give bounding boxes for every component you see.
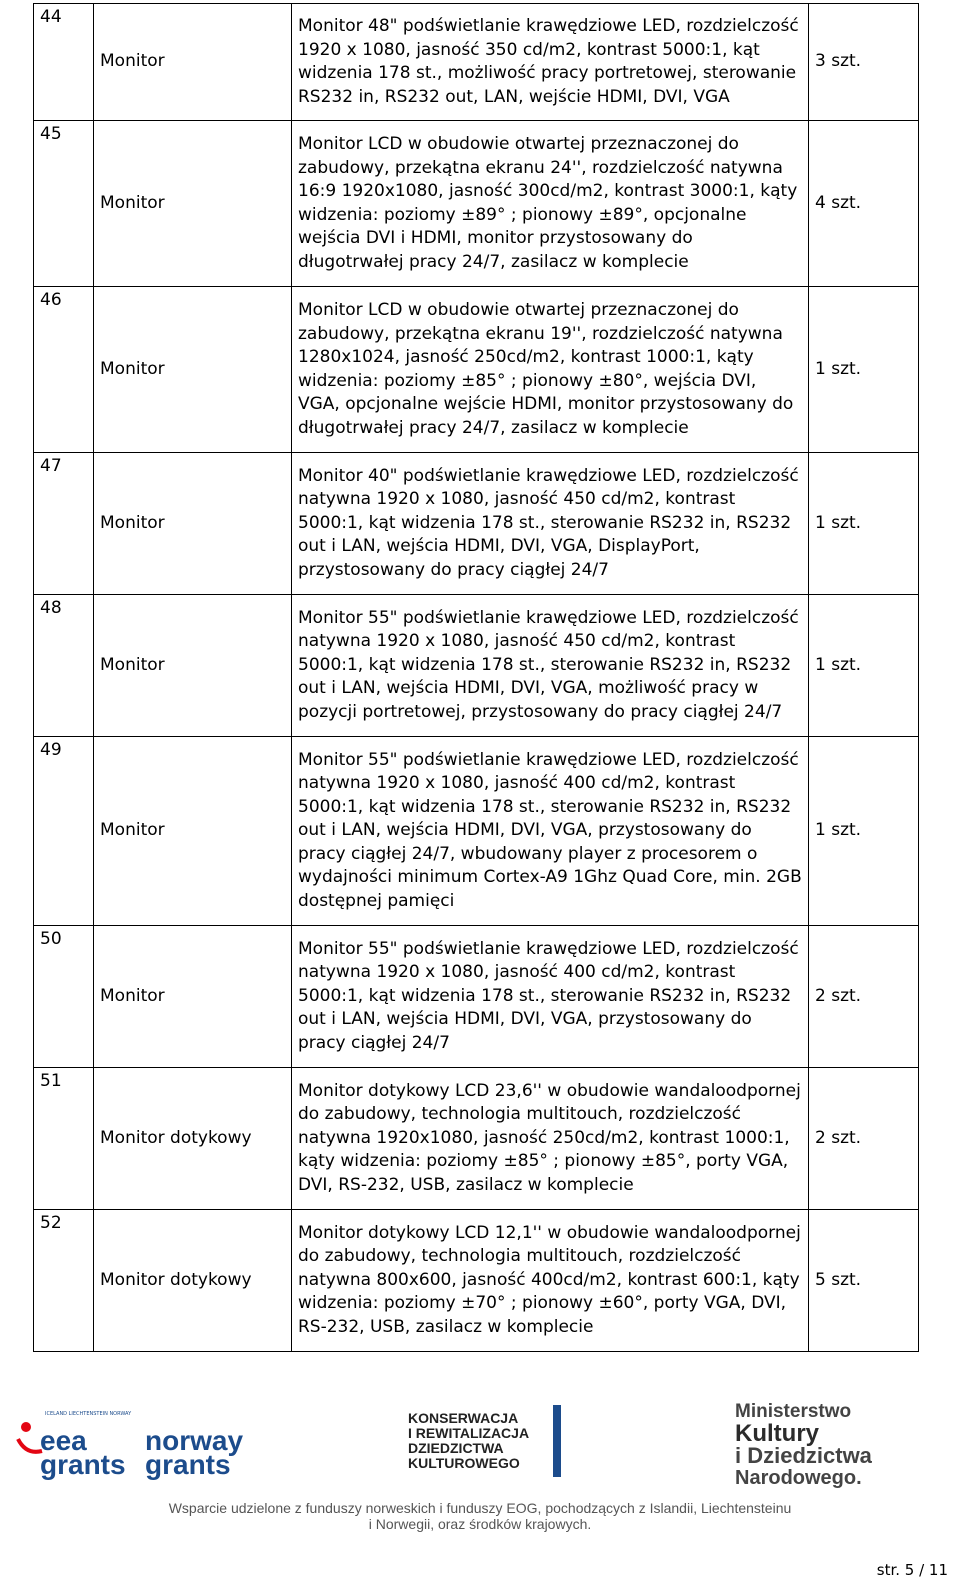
row-number: 45 bbox=[34, 121, 94, 287]
item-quantity: 1 szt. bbox=[809, 453, 919, 595]
row-number: 47 bbox=[34, 453, 94, 595]
item-quantity: 4 szt. bbox=[809, 121, 919, 287]
ministry-line2: Kultury bbox=[735, 1420, 819, 1447]
konserwacja-logo bbox=[408, 1411, 529, 1471]
table-row bbox=[34, 287, 919, 453]
table-row bbox=[34, 4, 919, 121]
item-description: Monitor 55" podświetlanie krawędziowe LED, rozdzielczość natywna 1920 x 1080, jasność 400 cd/m2, kontrast 5000:1, kąt widzenia 178 st., sterowanie RS232 in, RS232 out i LAN, wejścia HDMI, DVI, VGA, przystosowany do pracy ciągłej 24/7, wbudowany player z procesorem o wydajności minimum Cortex-A9 1Ghz Quad Core, min. 2GB dostępnej pamięci bbox=[292, 737, 809, 926]
item-quantity: 2 szt. bbox=[809, 926, 919, 1068]
item-name: Monitor dotykowy bbox=[94, 1068, 292, 1210]
table-row bbox=[34, 121, 919, 287]
support-statement bbox=[0, 1500, 960, 1532]
item-quantity: 5 szt. bbox=[809, 1210, 919, 1352]
item-quantity: 3 szt. bbox=[809, 4, 919, 121]
konserwacja-line4: KULTUROWEGO bbox=[408, 1455, 520, 1471]
item-name: Monitor bbox=[94, 926, 292, 1068]
table-row bbox=[34, 595, 919, 737]
ministry-line1: Ministerstwo bbox=[735, 1401, 852, 1422]
item-name: Monitor bbox=[94, 595, 292, 737]
item-quantity: 2 szt. bbox=[809, 1068, 919, 1210]
table-row bbox=[34, 453, 919, 595]
row-number: 50 bbox=[34, 926, 94, 1068]
item-quantity: 1 szt. bbox=[809, 737, 919, 926]
table-row bbox=[34, 926, 919, 1068]
row-number: 44 bbox=[34, 4, 94, 121]
konserwacja-line2: I REWITALIZACJA bbox=[408, 1425, 530, 1441]
item-description: Monitor LCD w obudowie otwartej przeznaczonej do zabudowy, przekątna ekranu 24'', rozdzielczość natywna 16:9 1920x1080, jasność 300cd/m2, kontrast 3000:1, kąty widzenia: poziomy ±89° ; pionowy ±89°, opcjonalne wejścia DVI i HDMI, monitor przystosowany do długotrwałej pracy 24/7, zasilacz w komplecie bbox=[292, 121, 809, 287]
support-line1: Wsparcie udzielone z funduszy norweskich i funduszy EOG, pochodzących z Islandii, Liechtensteinu bbox=[168, 1500, 792, 1516]
norway-logo-line2: grants bbox=[145, 1449, 231, 1480]
eea-grants-logo bbox=[40, 1425, 126, 1480]
item-name: Monitor bbox=[94, 121, 292, 287]
eea-logo-line2: grants bbox=[40, 1449, 126, 1480]
item-description: Monitor dotykowy LCD 23,6'' w obudowie wandaloodpornej do zabudowy, technologia multitouch, rozdzielczość natywna 1920x1080, jasność 250cd/m2, kontrast 1000:1, kąty widzenia: poziomy ±85° ; pionowy ±85°, porty VGA, DVI, RS-232, USB, zasilacz w komplecie bbox=[292, 1068, 809, 1210]
table-row bbox=[34, 1210, 919, 1352]
item-name: Monitor dotykowy bbox=[94, 1210, 292, 1352]
item-name: Monitor bbox=[94, 287, 292, 453]
row-number: 52 bbox=[34, 1210, 94, 1352]
eea-countries-label: ICELAND LIECHTENSTEIN NORWAY bbox=[45, 1411, 132, 1417]
konserwacja-bar-icon bbox=[553, 1405, 561, 1477]
norway-grants-logo bbox=[145, 1425, 244, 1480]
row-number: 51 bbox=[34, 1068, 94, 1210]
table-row bbox=[34, 737, 919, 926]
item-description: Monitor 55" podświetlanie krawędziowe LED, rozdzielczość natywna 1920 x 1080, jasność 450 cd/m2, kontrast 5000:1, kąt widzenia 178 st., sterowanie RS232 in, RS232 out i LAN, wejścia HDMI, DVI, VGA, możliwość pracy w pozycji portretowej, przystosowany do pracy ciągłej 24/7 bbox=[292, 595, 809, 737]
item-name: Monitor bbox=[94, 737, 292, 926]
item-description: Monitor LCD w obudowie otwartej przeznaczonej do zabudowy, przekątna ekranu 19'', rozdzielczość natywna 1280x1024, jasność 250cd/m2, kontrast 1000:1, kąty widzenia: poziomy ±85° ; pionowy ±80°, wejścia DVI, VGA, opcjonalne wejście HDMI, monitor przystosowany do długotrwałej pracy 24/7, zasilacz w komplecie bbox=[292, 287, 809, 453]
item-description: Monitor dotykowy LCD 12,1'' w obudowie wandaloodpornej do zabudowy, technologia multitouch, rozdzielczość natywna 800x600, jasność 400cd/m2, kontrast 600:1, kąty widzenia: poziomy ±70° ; pionowy ±60°, porty VGA, DVI, RS-232, USB, zasilacz w komplecie bbox=[292, 1210, 809, 1352]
item-description: Monitor 40" podświetlanie krawędziowe LED, rozdzielczość natywna 1920 x 1080, jasność 450 cd/m2, kontrast 5000:1, kąt widzenia 178 st., sterowanie RS232 in, RS232 out i LAN, wejścia HDMI, DVI, VGA, DisplayPort, przystosowany do pracy ciągłej 24/7 bbox=[292, 453, 809, 595]
konserwacja-line1: KONSERWACJA bbox=[408, 1410, 519, 1426]
item-description: Monitor 55" podświetlanie krawędziowe LED, rozdzielczość natywna 1920 x 1080, jasność 400 cd/m2, kontrast 5000:1, kąt widzenia 178 st., sterowanie RS232 in, RS232 out i LAN, wejścia HDMI, DVI, VGA, przystosowany do pracy ciągłej 24/7 bbox=[292, 926, 809, 1068]
item-description: Monitor 48" podświetlanie krawędziowe LED, rozdzielczość 1920 x 1080, jasność 350 cd/m2, kontrast 5000:1, kąt widzenia 178 st., możliwość pracy portretowej, sterowanie RS232 in, RS232 out, LAN, wejście HDMI, DVI, VGA bbox=[292, 4, 809, 121]
specification-table bbox=[33, 3, 919, 1352]
item-quantity: 1 szt. bbox=[809, 287, 919, 453]
ministry-line3: i Dziedzictwa bbox=[735, 1443, 872, 1468]
page-number: str. 5 / 11 bbox=[876, 1561, 948, 1579]
ministry-line4: Narodowego. bbox=[735, 1467, 862, 1489]
table-row bbox=[34, 1068, 919, 1210]
item-name: Monitor bbox=[94, 453, 292, 595]
funding-logos-footer bbox=[0, 1395, 960, 1545]
item-name: Monitor bbox=[94, 4, 292, 121]
row-number: 49 bbox=[34, 737, 94, 926]
support-line2: i Norwegii, oraz środków krajowych. bbox=[368, 1516, 592, 1532]
konserwacja-line3: DZIEDZICTWA bbox=[408, 1440, 504, 1456]
norway-logo-line1: norway bbox=[145, 1425, 244, 1456]
row-number: 48 bbox=[34, 595, 94, 737]
row-number: 46 bbox=[34, 287, 94, 453]
ministry-culture-logo bbox=[735, 1401, 872, 1489]
eea-logo-line1: eea bbox=[40, 1425, 87, 1456]
item-quantity: 1 szt. bbox=[809, 595, 919, 737]
